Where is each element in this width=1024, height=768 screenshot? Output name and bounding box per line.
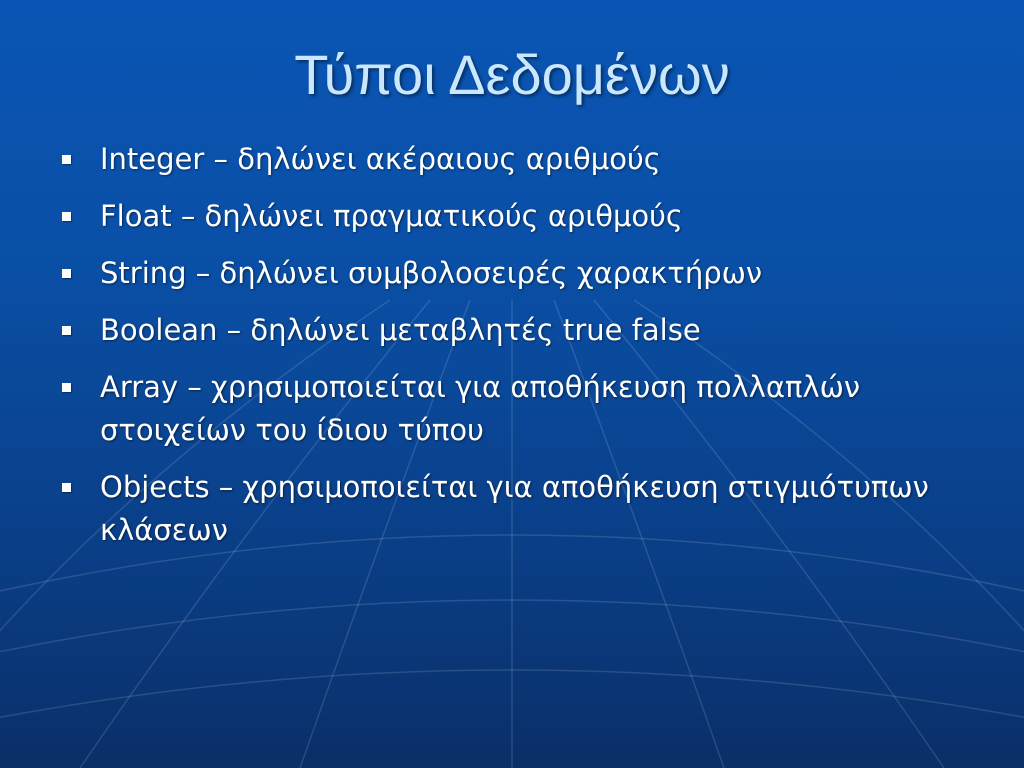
- square-bullet-icon: [62, 155, 71, 164]
- bullet-item-objects: [62, 466, 992, 552]
- bullet-text: Integer – δηλώνει ακέραιους αριθμούς: [100, 142, 661, 176]
- bullet-text: Array – χρησιμοποιείται για αποθήκευση πολλαπλών στοιχείων του ίδιου τύπου: [100, 370, 861, 447]
- bullet-item-float: [62, 195, 992, 238]
- square-bullet-icon: [62, 483, 71, 492]
- slide-title: Τύποι Δεδομένων: [294, 43, 730, 106]
- square-bullet-icon: [62, 383, 71, 392]
- square-bullet-icon: [62, 212, 71, 221]
- bullet-item-boolean: [62, 309, 992, 352]
- bullet-text: String – δηλώνει συμβολοσειρές χαρακτήρων: [100, 256, 763, 290]
- bullet-item-array: [62, 366, 992, 452]
- bullet-text: Float – δηλώνει πραγματικούς αριθμούς: [100, 199, 683, 233]
- bullet-item-string: [62, 252, 992, 295]
- bullet-text: Objects – χρησιμοποιείται για αποθήκευση στιγμιότυπων κλάσεων: [100, 470, 929, 547]
- bullet-text: Boolean – δηλώνει μεταβλητές true false: [100, 313, 701, 347]
- bullet-item-integer: [62, 138, 992, 181]
- bullet-list: [62, 138, 992, 566]
- square-bullet-icon: [62, 326, 71, 335]
- square-bullet-icon: [62, 269, 71, 278]
